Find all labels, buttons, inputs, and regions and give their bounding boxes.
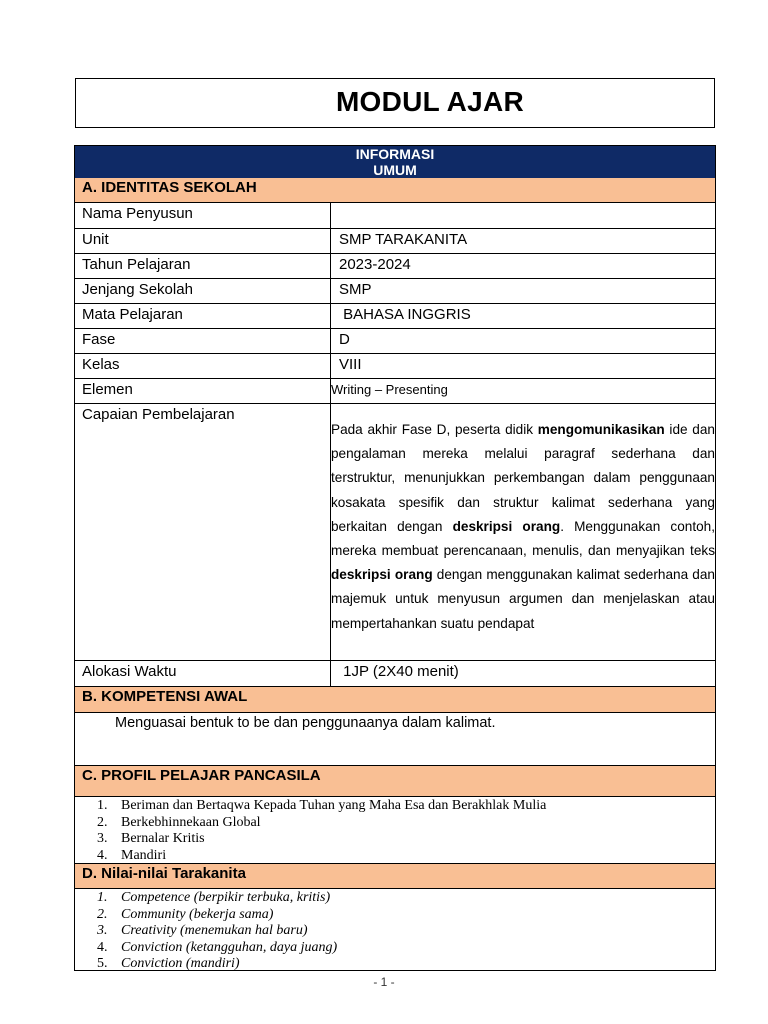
row-value: SMP [339, 281, 372, 298]
row-value: Writing – Presenting [331, 382, 448, 397]
capaian-label: Capaian Pembelajaran [75, 404, 331, 660]
table-row [75, 329, 715, 354]
row-label: Nama Penyusun [75, 203, 331, 228]
row-value: BAHASA INGGRIS [339, 306, 471, 323]
row-label: Mata Pelajaran [75, 304, 331, 328]
nilai-tarakanita-list [75, 890, 715, 973]
row-label: Kelas [75, 354, 331, 378]
kompetensi-awal-text: Menguasai bentuk to be dan penggunaanya dalam kalimat. [75, 713, 715, 766]
table-row [75, 354, 715, 379]
informasi-umum-header [75, 146, 715, 178]
capaian-text: Pada akhir Fase D, peserta didik mengomunikasikan ide dan pengalaman mereka melalui paragraf sederhana dan terstruktur, menunjukkan perkembangan dalam penggunaan kosakata spesifik dan struktur kalimat sederhana yang berkaitan dengan deskripsi orang. Menggunakan contoh, mereka membuat perencanaan, menulis, dan menyajikan teks deskripsi orang dengan menggunakan kalimat sederhana dan majemuk untuk menyusun argumen dan menjelaskan atau mempertahankan suatu pendapat [331, 422, 716, 631]
header-line-1: INFORMASI [355, 146, 435, 162]
list-item: 1. Competence (berpikir terbuka, kritis) [97, 890, 331, 905]
list-item: 4. Mandiri [97, 847, 167, 863]
header-line-2: UMUM [373, 162, 417, 178]
list-item: 5. Conviction (mandiri) [97, 956, 240, 971]
table-row [75, 661, 715, 687]
table-row [75, 279, 715, 304]
table-row [75, 379, 715, 404]
row-label: Unit [75, 229, 331, 253]
list-item: 2. Community (bekerja sama) [97, 906, 274, 922]
capaian-cell [331, 404, 715, 660]
row-value: VIII [339, 356, 362, 373]
row-value: SMP TARAKANITA [339, 231, 468, 248]
section-b-heading: B. KOMPETENSI AWAL [75, 687, 715, 713]
table-row [75, 254, 715, 279]
list-item: 4. Conviction (ketangguhan, daya juang) [97, 939, 338, 955]
row-label: Elemen [75, 379, 331, 403]
table-row [75, 203, 715, 229]
row-label: Tahun Pelajaran [75, 254, 331, 278]
row-label: Jenjang Sekolah [75, 279, 331, 303]
row-value: D [339, 331, 350, 348]
profil-pelajar-list-container [75, 797, 715, 864]
profil-pelajar-list [75, 798, 715, 864]
row-label: Fase [75, 329, 331, 353]
list-item: 2. Berkebhinnekaan Global [97, 814, 261, 830]
row-value: 2023-2024 [339, 256, 411, 273]
title-box [75, 78, 715, 128]
page-number: - 1 - [373, 975, 395, 989]
list-item: 1. Beriman dan Bertaqwa Kepada Tuhan yang Maha Esa dan Berakhlak Mulia [97, 798, 547, 813]
section-c-heading: C. PROFIL PELAJAR PANCASILA [75, 766, 715, 797]
row-value [331, 203, 715, 228]
list-item: 3. Bernalar Kritis [97, 831, 205, 846]
capaian-row [75, 404, 715, 661]
module-table [74, 145, 716, 971]
nilai-tarakanita-list-container [75, 889, 715, 971]
row-value: 1JP (2X40 menit) [339, 663, 459, 680]
table-row [75, 304, 715, 329]
list-item: 3. Creativity (menemukan hal baru) [97, 923, 308, 938]
section-a-heading: A. IDENTITAS SEKOLAH [75, 178, 715, 203]
document-title: MODUL AJAR [335, 86, 525, 117]
row-label: Alokasi Waktu [75, 661, 331, 686]
table-row [75, 229, 715, 254]
section-d-heading: D. Nilai-nilai Tarakanita [75, 864, 715, 889]
